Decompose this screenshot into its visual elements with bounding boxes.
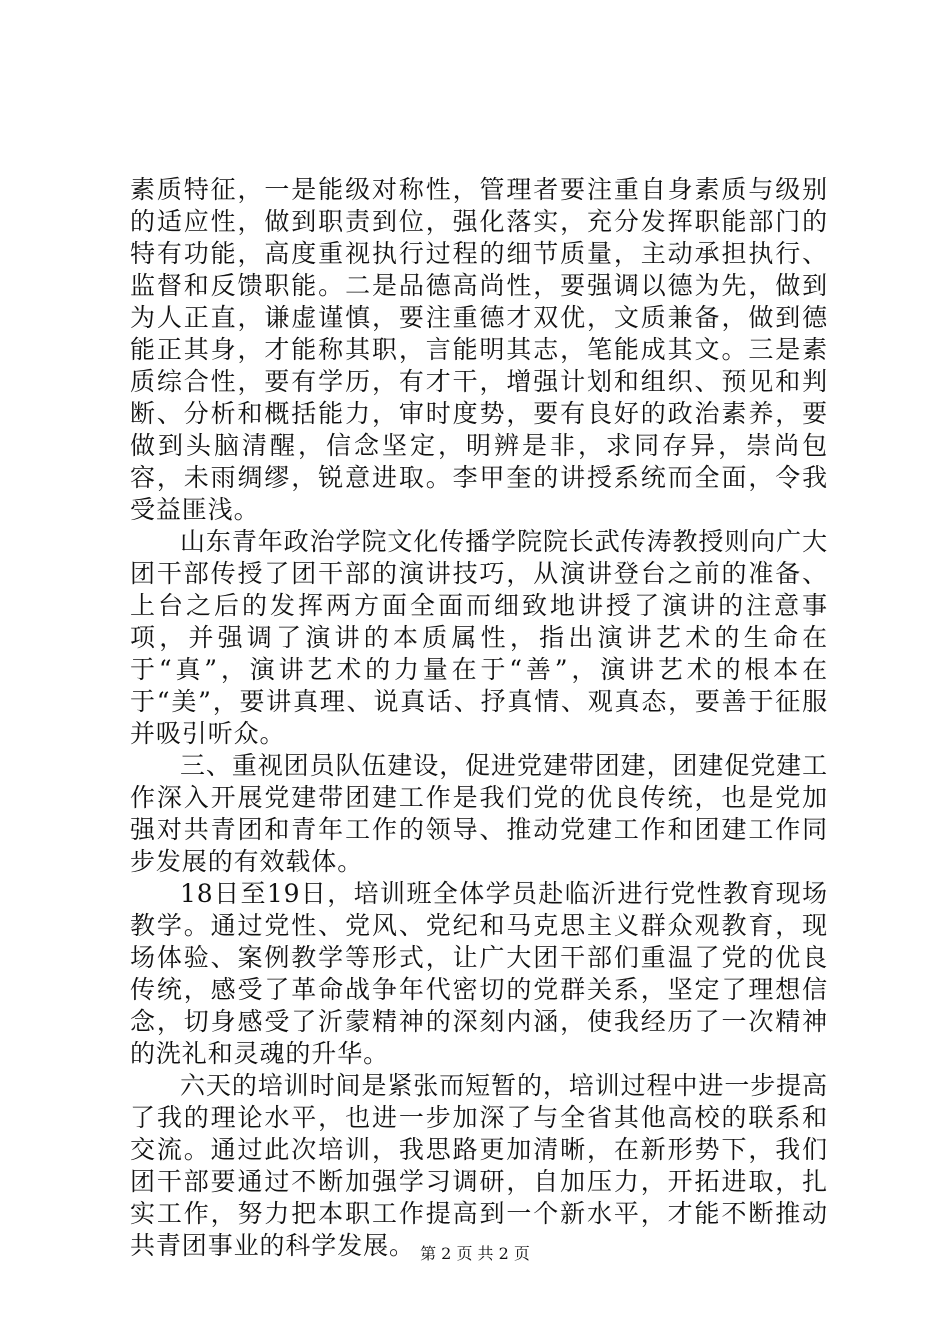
paragraph-1: 素质特征，一是能级对称性，管理者要注重自身素质与级别的适应性，做到职责到位，强化落实，充分发挥职能部门的特有功能，高度重视执行过程的细节质量，主动承担执行、监督和反馈职能。二是品德高尚性，要强调以德为先，做到为人正直，谦虚谨慎，要注重德才双优，文质兼备，做到德能正其身，才能称其职，言能明其志，笔能成其文。三是素质综合性，要有学历，有才干，增强计划和组织、预见和判断、分析和概括能力，审时度势，要有良好的政治素养，要做到头脑清醒，信念坚定，明辨是非，求同存异，崇尚包容，未雨绸缪，锐意进取。李甲奎的讲授系统而全面，令我受益匪浅。 <box>130 175 828 524</box>
paragraph-5: 六天的培训时间是紧张而短暂的，培训过程中进一步提高了我的理论水平，也进一步加深了与全省其他高校的联系和交流。通过此次培训，我思路更加清晰，在新形势下，我们团干部要通过不断加强学习调研，自加压力，开拓进取，扎实工作，努力把本职工作提高到一个新水平，才能不断推动共青团事业的科学发展。 <box>130 1071 828 1260</box>
paragraph-4: 18日至19日，培训班全体学员赴临沂进行党性教育现场教学。通过党性、党风、党纪和马克思主义群众观教育，现场体验、案例教学等形式，让广大团干部们重温了党的优良传统，感受了革命战争年代密切的党群关系，坚定了理想信念，切身感受了沂蒙精神的深刻内涵，使我经历了一次精神的洗礼和灵魂的升华。 <box>130 879 828 1068</box>
document-body <box>130 174 828 1262</box>
page-footer: 第 2 页 共 2 页 <box>420 1244 530 1263</box>
paragraph-3: 三、重视团员队伍建设，促进党建带团建，团建促党建工作深入开展党建带团建工作是我们党的优良传统，也是党加强对共青团和青年工作的领导、推动党建工作和团建工作同步发展的有效载体。 <box>130 751 828 876</box>
paragraph-2: 山东青年政治学院文化传播学院院长武传涛教授则向广大团干部传授了团干部的演讲技巧，从演讲登台之前的准备、上台之后的发挥两方面全面而细致地讲授了演讲的注意事项，并强调了演讲的本质属性，指出演讲艺术的生命在于“真”，演讲艺术的力量在于“善”，演讲艺术的根本在于“美”，要讲真理、说真话、抒真情、观真态，要善于征服并吸引听众。 <box>130 527 828 748</box>
